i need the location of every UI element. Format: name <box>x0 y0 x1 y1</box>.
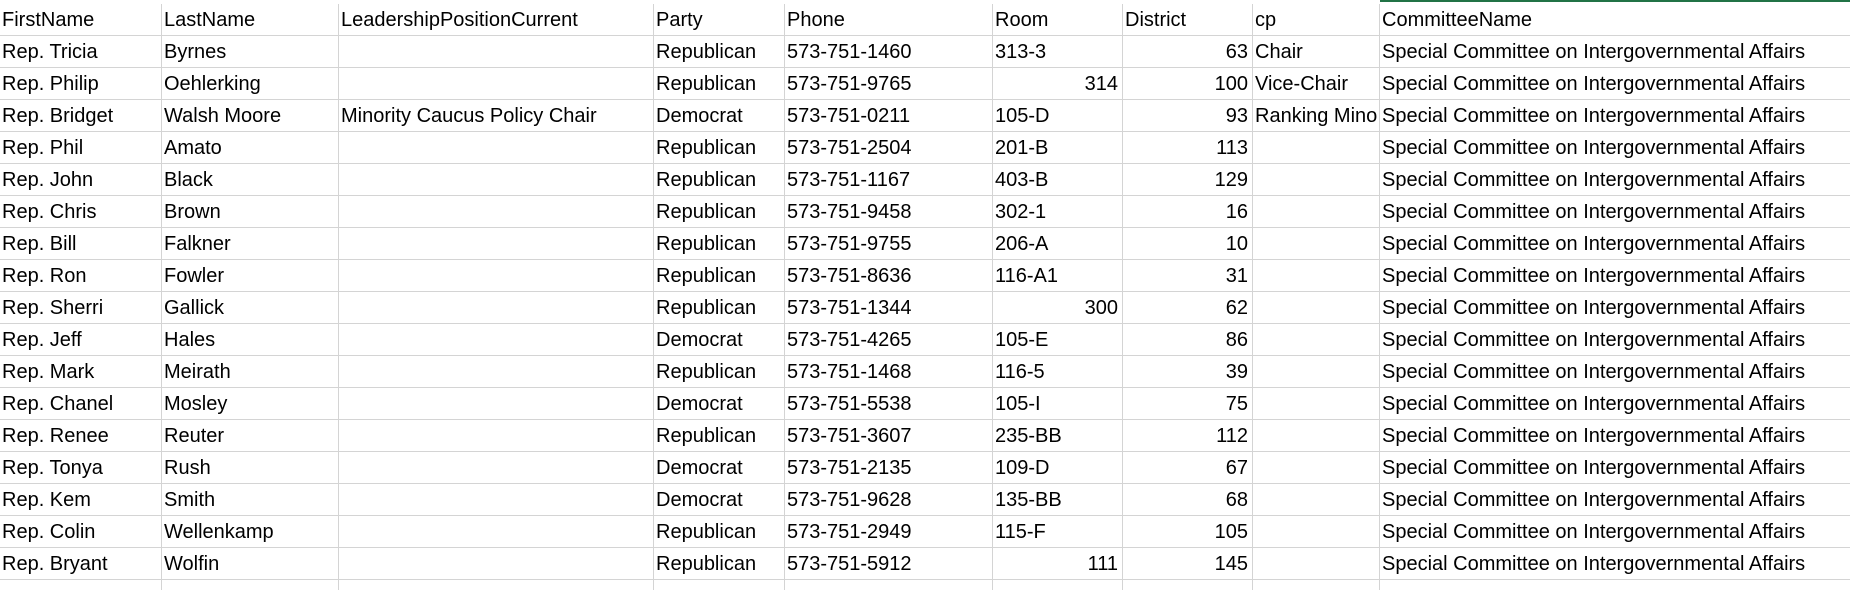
table-cell-cp[interactable] <box>1253 452 1380 484</box>
table-row <box>0 36 1850 68</box>
table-cell-leadershippositioncurrent[interactable] <box>339 164 654 196</box>
table-cell-phone[interactable]: 573-751-5912 <box>785 548 993 580</box>
table-cell-lastname[interactable]: Smith <box>162 484 339 516</box>
table-cell-leadershippositioncurrent[interactable] <box>339 388 654 420</box>
table-cell-cp[interactable] <box>1253 324 1380 356</box>
table-cell-leadershippositioncurrent[interactable] <box>339 292 654 324</box>
table-cell-leadershippositioncurrent[interactable] <box>339 36 654 68</box>
table-cell-room[interactable]: 314 <box>993 68 1123 100</box>
table-cell-lastname[interactable]: Wolfin <box>162 548 339 580</box>
table-cell-lastname[interactable]: Reuter <box>162 420 339 452</box>
table-cell-leadershippositioncurrent[interactable] <box>339 452 654 484</box>
table-cell-room[interactable]: 235-BB <box>993 420 1123 452</box>
table-cell-room[interactable]: 201-B <box>993 132 1123 164</box>
table-cell-district[interactable]: 68 <box>1123 484 1253 516</box>
table-cell[interactable] <box>785 580 993 590</box>
table-cell-party[interactable]: Republican <box>654 164 785 196</box>
table-cell-leadershippositioncurrent[interactable] <box>339 356 654 388</box>
table-row <box>0 164 1850 196</box>
table-row <box>0 100 1850 132</box>
table-cell[interactable] <box>0 580 162 590</box>
table-cell-committeename[interactable]: Special Committee on Intergovernmental Affairs <box>1380 420 1850 452</box>
table-cell-firstname[interactable]: Rep. Colin <box>0 516 162 548</box>
table-cell-room[interactable]: 206-A <box>993 228 1123 260</box>
table-cell-committeename[interactable]: Special Committee on Intergovernmental Affairs <box>1380 196 1850 228</box>
table-cell-lastname[interactable]: Hales <box>162 324 339 356</box>
table-cell-room[interactable]: 300 <box>993 292 1123 324</box>
table-cell-party[interactable]: Republican <box>654 356 785 388</box>
table-cell-leadershippositioncurrent[interactable] <box>339 484 654 516</box>
table-cell-leadershippositioncurrent[interactable] <box>339 548 654 580</box>
table-cell-lastname[interactable]: Walsh Moore <box>162 100 339 132</box>
table-cell-firstname[interactable]: Rep. Philip <box>0 68 162 100</box>
table-cell-firstname[interactable]: Rep. Mark <box>0 356 162 388</box>
header-row <box>0 4 1850 36</box>
table-cell-party[interactable]: Democrat <box>654 388 785 420</box>
table-cell-district[interactable]: 39 <box>1123 356 1253 388</box>
table-cell[interactable] <box>1123 580 1253 590</box>
table-row <box>0 548 1850 580</box>
table-cell-cp[interactable] <box>1253 260 1380 292</box>
table-cell-firstname[interactable]: Rep. Renee <box>0 420 162 452</box>
table-cell-room[interactable]: 302-1 <box>993 196 1123 228</box>
table-cell[interactable] <box>654 580 785 590</box>
table-cell-district[interactable]: 31 <box>1123 260 1253 292</box>
table-cell-cp[interactable] <box>1253 548 1380 580</box>
table-cell-firstname[interactable]: Rep. Tricia <box>0 36 162 68</box>
table-cell-room[interactable]: 313-3 <box>993 36 1123 68</box>
table-row <box>0 228 1850 260</box>
table-cell-committeename[interactable]: Special Committee on Intergovernmental Affairs <box>1380 228 1850 260</box>
table-cell-leadershippositioncurrent[interactable] <box>339 228 654 260</box>
table-cell-district[interactable]: 62 <box>1123 292 1253 324</box>
table-cell-cp[interactable] <box>1253 420 1380 452</box>
table-cell-party[interactable]: Republican <box>654 132 785 164</box>
table-cell-party[interactable]: Republican <box>654 36 785 68</box>
table-cell-firstname[interactable]: Rep. Chanel <box>0 388 162 420</box>
table-cell-firstname[interactable]: Rep. Bridget <box>0 100 162 132</box>
table-cell-party[interactable]: Republican <box>654 548 785 580</box>
table-cell-phone[interactable]: 573-751-3607 <box>785 420 993 452</box>
header-cell-party[interactable]: Party <box>654 4 785 36</box>
table-cell[interactable] <box>1380 580 1850 590</box>
table-row <box>0 292 1850 324</box>
table-cell-district[interactable]: 113 <box>1123 132 1253 164</box>
table-cell-leadershippositioncurrent[interactable]: Minority Caucus Policy Chair <box>339 100 654 132</box>
table-cell-committeename[interactable]: Special Committee on Intergovernmental Affairs <box>1380 100 1850 132</box>
table-cell-lastname[interactable]: Gallick <box>162 292 339 324</box>
table-cell-lastname[interactable]: Black <box>162 164 339 196</box>
table-row <box>0 356 1850 388</box>
table-cell-firstname[interactable]: Rep. Bryant <box>0 548 162 580</box>
table-cell-district[interactable]: 16 <box>1123 196 1253 228</box>
table-cell-room[interactable]: 111 <box>993 548 1123 580</box>
table-cell-cp[interactable]: Ranking Mino <box>1253 100 1380 132</box>
table-cell-party[interactable]: Republican <box>654 420 785 452</box>
table-cell-cp[interactable] <box>1253 484 1380 516</box>
table-cell-cp[interactable] <box>1253 292 1380 324</box>
table-cell-phone[interactable]: 573-751-9765 <box>785 68 993 100</box>
table-cell-phone[interactable]: 573-751-9628 <box>785 484 993 516</box>
table-cell-firstname[interactable]: Rep. Tonya <box>0 452 162 484</box>
table-cell-committeename[interactable]: Special Committee on Intergovernmental Affairs <box>1380 68 1850 100</box>
table-cell[interactable] <box>339 580 654 590</box>
table-cell-party[interactable]: Republican <box>654 68 785 100</box>
table-cell-phone[interactable]: 573-751-4265 <box>785 324 993 356</box>
table-row <box>0 388 1850 420</box>
header-cell-phone[interactable]: Phone <box>785 4 993 36</box>
table-row <box>0 452 1850 484</box>
table-cell-leadershippositioncurrent[interactable] <box>339 68 654 100</box>
table-cell-firstname[interactable]: Rep. Bill <box>0 228 162 260</box>
table-row <box>0 324 1850 356</box>
table-cell-cp[interactable]: Chair <box>1253 36 1380 68</box>
table-cell-leadershippositioncurrent[interactable] <box>339 516 654 548</box>
table-cell-lastname[interactable]: Mosley <box>162 388 339 420</box>
table-cell-phone[interactable]: 573-751-9755 <box>785 228 993 260</box>
table-cell-firstname[interactable]: Rep. Jeff <box>0 324 162 356</box>
table-cell-district[interactable]: 145 <box>1123 548 1253 580</box>
table-cell-lastname[interactable]: Wellenkamp <box>162 516 339 548</box>
table-cell-phone[interactable]: 573-751-8636 <box>785 260 993 292</box>
table-cell-phone[interactable]: 573-751-1460 <box>785 36 993 68</box>
header-cell-leadershippositioncurrent[interactable]: LeadershipPositionCurrent <box>339 4 654 36</box>
table-cell-committeename[interactable]: Special Committee on Intergovernmental Affairs <box>1380 484 1850 516</box>
table-cell-lastname[interactable]: Byrnes <box>162 36 339 68</box>
table-cell-district[interactable]: 100 <box>1123 68 1253 100</box>
table-cell-district[interactable]: 10 <box>1123 228 1253 260</box>
table-cell-district[interactable]: 67 <box>1123 452 1253 484</box>
table-cell-party[interactable]: Republican <box>654 228 785 260</box>
table-cell-phone[interactable]: 573-751-2135 <box>785 452 993 484</box>
table-cell-phone[interactable]: 573-751-2504 <box>785 132 993 164</box>
table-cell-party[interactable]: Democrat <box>654 452 785 484</box>
table-cell-district[interactable]: 63 <box>1123 36 1253 68</box>
table-cell-party[interactable]: Democrat <box>654 484 785 516</box>
table-cell-committeename[interactable]: Special Committee on Intergovernmental Affairs <box>1380 132 1850 164</box>
table-cell-committeename[interactable]: Special Committee on Intergovernmental Affairs <box>1380 324 1850 356</box>
table-cell-phone[interactable]: 573-751-1167 <box>785 164 993 196</box>
table-cell-phone[interactable]: 573-751-1344 <box>785 292 993 324</box>
table-cell-district[interactable]: 105 <box>1123 516 1253 548</box>
table-cell-lastname[interactable]: Oehlerking <box>162 68 339 100</box>
table-cell-district[interactable]: 93 <box>1123 100 1253 132</box>
table-cell-committeename[interactable]: Special Committee on Intergovernmental Affairs <box>1380 164 1850 196</box>
table-cell-room[interactable]: 115-F <box>993 516 1123 548</box>
header-cell-room[interactable]: Room <box>993 4 1123 36</box>
table-cell-leadershippositioncurrent[interactable] <box>339 260 654 292</box>
table-cell-committeename[interactable]: Special Committee on Intergovernmental Affairs <box>1380 452 1850 484</box>
table-cell-district[interactable]: 129 <box>1123 164 1253 196</box>
table-cell-cp[interactable] <box>1253 132 1380 164</box>
header-cell-lastname[interactable]: LastName <box>162 4 339 36</box>
table-cell-cp[interactable] <box>1253 196 1380 228</box>
active-column-indicator <box>1380 0 1850 2</box>
table-cell-district[interactable]: 86 <box>1123 324 1253 356</box>
table-cell-cp[interactable] <box>1253 228 1380 260</box>
table-cell-leadershippositioncurrent[interactable] <box>339 196 654 228</box>
table-cell-leadershippositioncurrent[interactable] <box>339 132 654 164</box>
table-row <box>0 68 1850 100</box>
table-cell-room[interactable]: 105-D <box>993 100 1123 132</box>
table-cell-firstname[interactable]: Rep. Sherri <box>0 292 162 324</box>
table-cell-cp[interactable] <box>1253 164 1380 196</box>
table-cell-leadershippositioncurrent[interactable] <box>339 324 654 356</box>
table-cell-district[interactable]: 112 <box>1123 420 1253 452</box>
table-cell-phone[interactable]: 573-751-2949 <box>785 516 993 548</box>
header-cell-district[interactable]: District <box>1123 4 1253 36</box>
table-cell-party[interactable]: Republican <box>654 196 785 228</box>
table-cell-room[interactable]: 105-I <box>993 388 1123 420</box>
table-cell-committeename[interactable]: Special Committee on Intergovernmental Affairs <box>1380 292 1850 324</box>
table-cell-firstname[interactable]: Rep. Chris <box>0 196 162 228</box>
table-cell-party[interactable]: Republican <box>654 292 785 324</box>
table-cell[interactable] <box>993 580 1123 590</box>
table-cell-firstname[interactable]: Rep. John <box>0 164 162 196</box>
table-cell-party[interactable]: Republican <box>654 516 785 548</box>
table-cell-committeename[interactable]: Special Committee on Intergovernmental Affairs <box>1380 260 1850 292</box>
table-cell-committeename[interactable]: Special Committee on Intergovernmental Affairs <box>1380 36 1850 68</box>
table-cell-lastname[interactable]: Fowler <box>162 260 339 292</box>
empty-row <box>0 580 1850 590</box>
table-cell-cp[interactable]: Vice-Chair <box>1253 68 1380 100</box>
table-cell-leadershippositioncurrent[interactable] <box>339 420 654 452</box>
table-cell-phone[interactable]: 573-751-5538 <box>785 388 993 420</box>
table-cell-room[interactable]: 116-A1 <box>993 260 1123 292</box>
table-cell-cp[interactable] <box>1253 516 1380 548</box>
table-row <box>0 420 1850 452</box>
table-cell-committeename[interactable]: Special Committee on Intergovernmental Affairs <box>1380 388 1850 420</box>
table-cell[interactable] <box>1253 580 1380 590</box>
table-cell-committeename[interactable]: Special Committee on Intergovernmental Affairs <box>1380 516 1850 548</box>
header-cell-committeename[interactable]: CommitteeName <box>1380 4 1850 36</box>
table-cell-room[interactable]: 109-D <box>993 452 1123 484</box>
table-cell-committeename[interactable]: Special Committee on Intergovernmental Affairs <box>1380 356 1850 388</box>
table-cell-lastname[interactable]: Brown <box>162 196 339 228</box>
table-row <box>0 484 1850 516</box>
table-cell-firstname[interactable]: Rep. Kem <box>0 484 162 516</box>
table-cell-phone[interactable]: 573-751-1468 <box>785 356 993 388</box>
table-cell-party[interactable]: Democrat <box>654 100 785 132</box>
table-cell[interactable] <box>162 580 339 590</box>
table-cell-phone[interactable]: 573-751-9458 <box>785 196 993 228</box>
table-cell-room[interactable]: 105-E <box>993 324 1123 356</box>
table-cell-room[interactable]: 403-B <box>993 164 1123 196</box>
table-row <box>0 516 1850 548</box>
table-cell-lastname[interactable]: Amato <box>162 132 339 164</box>
table-cell-cp[interactable] <box>1253 388 1380 420</box>
table-row <box>0 132 1850 164</box>
table-cell-cp[interactable] <box>1253 356 1380 388</box>
table-cell-party[interactable]: Democrat <box>654 324 785 356</box>
table-row <box>0 196 1850 228</box>
table-cell-committeename[interactable]: Special Committee on Intergovernmental Affairs <box>1380 548 1850 580</box>
table-cell-lastname[interactable]: Meirath <box>162 356 339 388</box>
table-cell-room[interactable]: 116-5 <box>993 356 1123 388</box>
table-row <box>0 260 1850 292</box>
table-cell-firstname[interactable]: Rep. Ron <box>0 260 162 292</box>
table-cell-party[interactable]: Republican <box>654 260 785 292</box>
table-cell-lastname[interactable]: Rush <box>162 452 339 484</box>
header-cell-firstname[interactable]: FirstName <box>0 4 162 36</box>
table-cell-phone[interactable]: 573-751-0211 <box>785 100 993 132</box>
header-cell-cp[interactable]: cp <box>1253 4 1380 36</box>
table-cell-district[interactable]: 75 <box>1123 388 1253 420</box>
table-cell-lastname[interactable]: Falkner <box>162 228 339 260</box>
table-cell-firstname[interactable]: Rep. Phil <box>0 132 162 164</box>
table-cell-room[interactable]: 135-BB <box>993 484 1123 516</box>
